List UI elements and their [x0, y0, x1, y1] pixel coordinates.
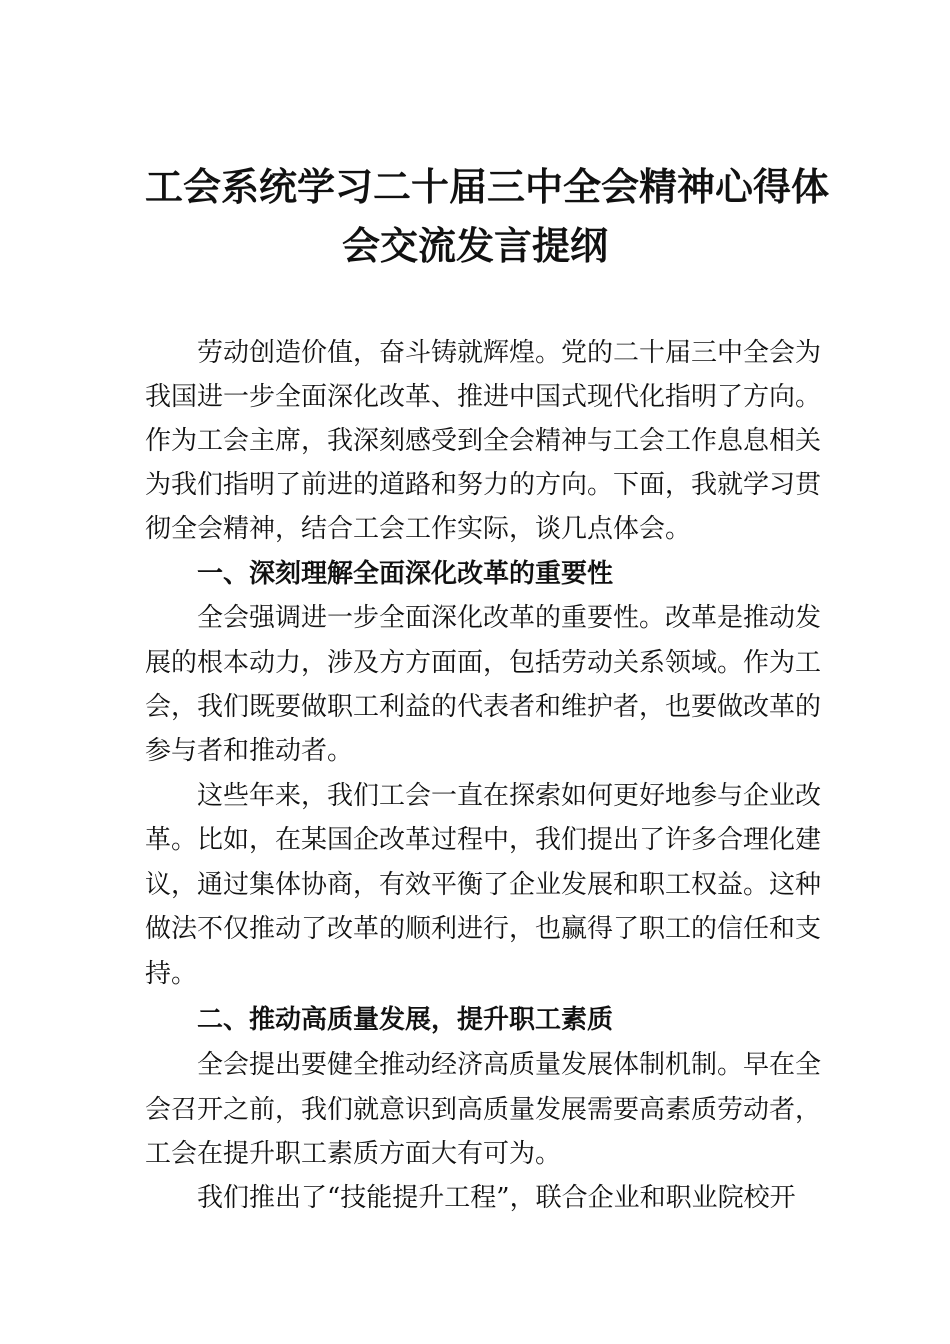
section1-para2-line: 这些年来，我们工会一直在探索如何更好地参与企业改: [197, 781, 822, 811]
section2-para1-line: 工会在提升职工素质方面大有可为。: [145, 1139, 562, 1169]
section1-para1-line: 全会强调进一步全面深化改革的重要性。改革是推动发: [197, 603, 822, 633]
section-heading-2: 二、推动高质量发展，提升职工素质: [197, 1005, 614, 1035]
intro-line: 我国进一步全面深化改革、推进中国式现代化指明了方向。: [145, 382, 822, 412]
section1-para1-line: 展的根本动力，涉及方方面面，包括劳动关系领域。作为工: [145, 648, 822, 678]
section-heading-1: 一、深刻理解全面深化改革的重要性: [197, 559, 614, 589]
intro-line: 劳动创造价值，奋斗铸就辉煌。党的二十届三中全会为: [197, 338, 822, 368]
section1-para2-line: 革。比如，在某国企改革过程中，我们提出了许多合理化建: [145, 825, 822, 855]
section2-para1-line: 会召开之前，我们就意识到高质量发展需要高素质劳动者，: [145, 1095, 822, 1125]
intro-line: 为我们指明了前进的道路和努力的方向。下面，我就学习贯: [145, 470, 822, 500]
section1-para1-line: 会，我们既要做职工利益的代表者和维护者，也要做改革的: [145, 692, 822, 722]
section1-para2-line: 做法不仅推动了改革的顺利进行，也赢得了职工的信任和支: [145, 914, 822, 944]
section2-para2-line: 我们推出了“技能提升工程”，联合企业和职业院校开: [197, 1183, 796, 1213]
intro-line: 作为工会主席，我深刻感受到全会精神与工会工作息息相关: [145, 426, 822, 456]
section2-para1-line: 全会提出要健全推动经济高质量发展体制机制。早在全: [197, 1050, 822, 1080]
document-title-line-1: 工会系统学习二十届三中全会精神心得体: [145, 164, 830, 209]
section1-para2-line: 持。: [145, 959, 198, 989]
section1-para1-line: 参与者和推动者。: [145, 736, 354, 766]
document-title-line-2: 会交流发言提纲: [341, 223, 608, 268]
section1-para2-line: 议，通过集体协商，有效平衡了企业发展和职工权益。这种: [145, 870, 822, 900]
intro-line: 彻全会精神，结合工会工作实际，谈几点体会。: [145, 514, 692, 544]
